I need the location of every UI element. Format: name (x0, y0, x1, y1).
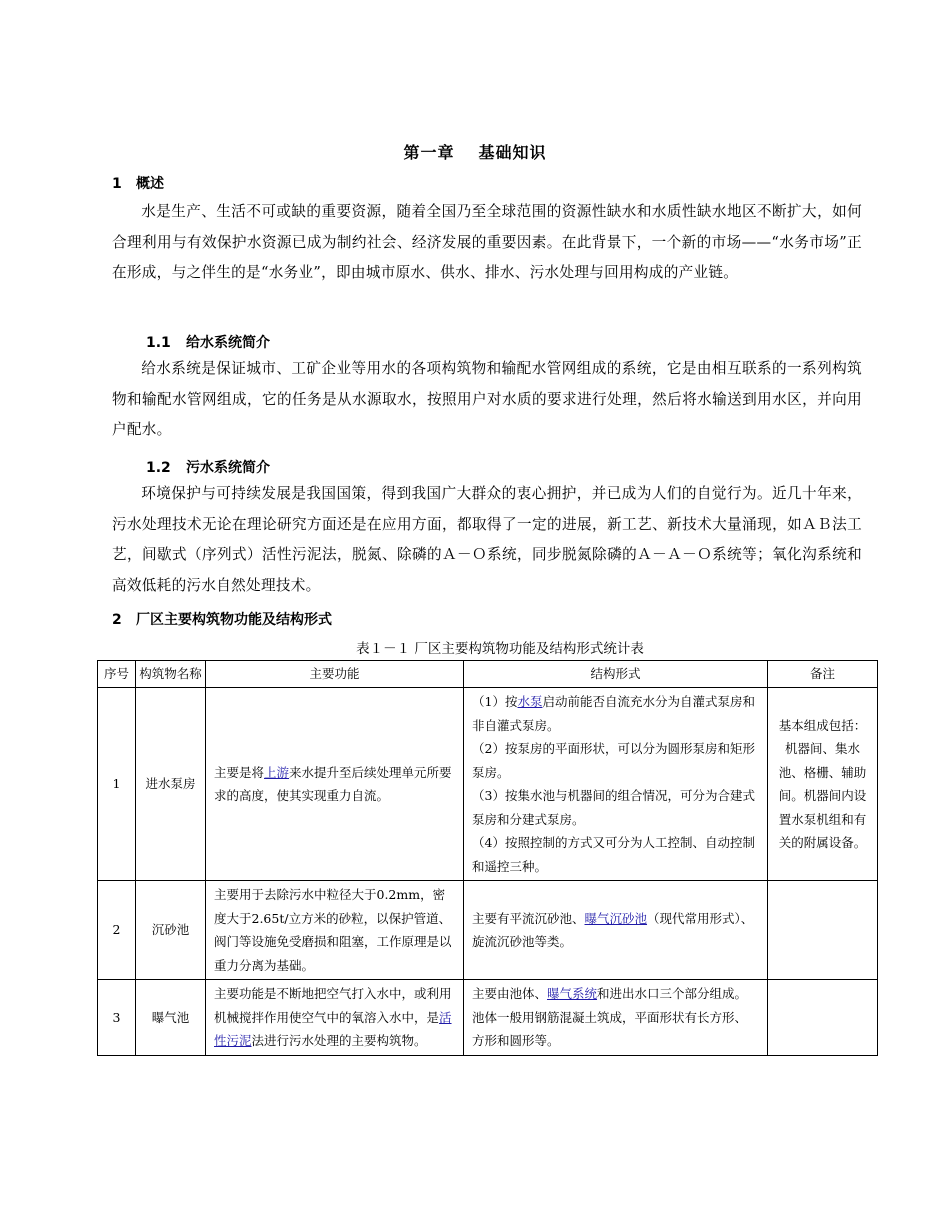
section-number: 1.1 (146, 335, 171, 351)
text: 主要是将 (214, 764, 265, 780)
structure-item: （2）按泵房的平面形状，可以分为圆形泵房和矩形泵房。 (472, 741, 755, 780)
text: 法进行污水处理的主要构筑物。 (251, 1033, 427, 1048)
cell-structure (464, 980, 768, 1056)
cell-function (206, 688, 464, 881)
header-function: 主要功能 (206, 661, 464, 688)
text: （1）按 (472, 694, 518, 709)
cell-note (768, 980, 878, 1056)
section-number: 1.2 (146, 460, 171, 476)
paragraph-water-supply: 给水系统是保证城市、工矿企业等用水的各项构筑物和输配水管网组成的系统，它是由相互联系的一系列构筑物和输配水管网组成，它的任务是从水源取水，按照用户对水质的要求进行处理，然后将水输送到用水区，并向用户配水。 (112, 360, 862, 439)
text: 和进出水口三个部分组成。池体一般用钢筋混凝土筑成，平面形状有长方形、方形和圆形等。 (472, 986, 748, 1048)
cell-name: 进水泵房 (136, 688, 206, 881)
cell-function (206, 980, 464, 1056)
chapter-label: 第一章 (403, 143, 455, 162)
section-title: 概述 (136, 176, 164, 192)
cell-index: 3 (98, 980, 136, 1056)
cell-note (768, 881, 878, 980)
header-name: 构筑物名称 (136, 661, 206, 688)
header-index: 序号 (98, 661, 136, 688)
header-note: 备注 (768, 661, 878, 688)
text: （现代常用形式）、旋流沉砂池等类。 (472, 910, 754, 949)
structure-item: （3）按集水池与机器间的组合情况，可分为合建式泵房和分建式泵房。 (472, 788, 755, 827)
text: 启动前能否自流充水分为自灌式泵房和非自灌式泵房。 (472, 694, 755, 733)
cell-structure (464, 688, 768, 881)
table-row (98, 980, 878, 1056)
section-heading-2 (112, 609, 332, 629)
chapter-title (0, 140, 950, 163)
section-title: 厂区主要构筑物功能及结构形式 (136, 612, 332, 628)
section-heading-1-2 (146, 457, 270, 477)
section-title: 给水系统简介 (186, 335, 270, 351)
text: 来水提升至后续处理单元所要求的高度，使其实现重力自流。 (214, 764, 452, 803)
link-pump[interactable]: 水泵 (517, 694, 543, 709)
link-aeration-system[interactable]: 曝气系统 (547, 986, 598, 1001)
cell-name: 曝气池 (136, 980, 206, 1056)
cell-index: 2 (98, 881, 136, 980)
link-upstream[interactable]: 上游 (264, 764, 290, 780)
structures-table (97, 660, 878, 1056)
table-row (98, 688, 878, 881)
cell-index: 1 (98, 688, 136, 881)
section-heading-1 (112, 173, 164, 193)
table-header-row (98, 661, 878, 688)
table-row (98, 881, 878, 980)
paragraph-sewage: 环境保护与可持续发展是我国国策，得到我国广大群众的衷心拥护，并已成为人们的自觉行为。近几十年来，污水处理技术无论在理论研究方面还是在应用方面，都取得了一定的进展，新工艺、新技术大量涌现，如ＡＢ法工艺，间歇式（序列式）活性污泥法，脱氮、除磷的Ａ－Ｏ系统，同步脱氮除磷的Ａ－Ａ－Ｏ系统等；氧化沟系统和高效低耗的污水自然处理技术。 (112, 485, 862, 594)
section-title: 污水系统简介 (186, 460, 270, 476)
paragraph-overview: 水是生产、生活不可或缺的重要资源，随着全国乃至全球范围的资源性缺水和水质性缺水地区不断扩大，如何合理利用与有效保护水资源已成为制约社会、经济发展的重要因素。在此背景下，一个新的市场——“水务市场”正在形成，与之伴生的是“水务业”，即由城市原水、供水、排水、污水处理与回用构成的产业链。 (112, 203, 862, 282)
structure-item (472, 690, 759, 737)
section-heading-1-1 (146, 332, 270, 352)
text: 主要功能是不断地把空气打入水中，或利用机械搅拌作用使空气中的氧溶入水中，是 (214, 986, 452, 1025)
header-structure: 结构形式 (464, 661, 768, 688)
link-aerated-grit-chamber[interactable]: 曝气沉砂池 (584, 910, 648, 926)
text: 主要由池体、 (472, 986, 548, 1001)
structure-item: （4）按照控制的方式又可分为人工控制、自动控制和遥控三种。 (472, 835, 755, 874)
section-number: 2 (112, 612, 122, 628)
text: 主要有平流沉砂池、 (472, 910, 585, 926)
cell-name: 沉砂池 (136, 881, 206, 980)
link-activated-sludge[interactable]: 活性污泥 (214, 1009, 452, 1048)
table-caption: 表１－１ 厂区主要构筑物功能及结构形式统计表 (356, 641, 644, 657)
cell-function: 主要用于去除污水中粒径大于0.2mm，密度大于2.65t/立方米的砂粒，以保护管道、阀门等设施免受磨损和阻塞，工作原理是以重力分离为基础。 (206, 881, 464, 980)
section-number: 1 (112, 176, 122, 192)
cell-structure (464, 881, 768, 980)
chapter-name: 基础知识 (478, 143, 547, 162)
cell-note: 基本组成包括：机器间、集水池、格栅、辅助间。机器间内设置水泵机组和有关的附属设备。 (768, 688, 878, 881)
